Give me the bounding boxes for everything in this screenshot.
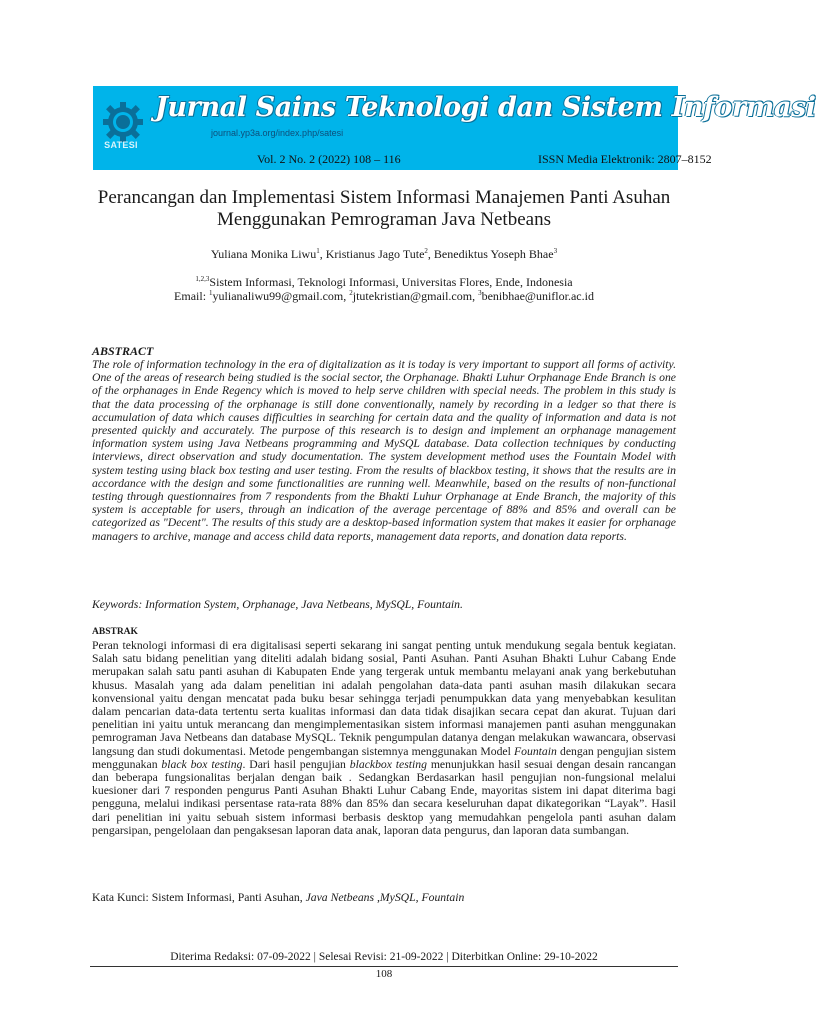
kata-kunci-label: Kata Kunci: Sistem Informasi, Panti Asuhan,	[92, 891, 306, 904]
abstract-heading: ABSTRACT	[92, 344, 154, 358]
journal-name: Jurnal Sains Teknologi dan Sistem Informasi	[155, 92, 816, 123]
author-name: Yuliana Monika Liwu	[210, 247, 317, 261]
author-name: Kristianus Jago Tute	[325, 247, 425, 261]
volume-info: Vol. 2 No. 2 (2022) 108 – 116	[257, 152, 401, 166]
title-line-1: Perancangan dan Implementasi Sistem Informasi Manajemen Panti Asuhan	[97, 187, 671, 208]
abstrak-text: . Dari hasil pengujian	[242, 757, 350, 771]
abstrak-emphasis: black box testing	[161, 757, 243, 771]
kata-kunci-emphasis: Java Netbeans ,MySQL, Fountain	[305, 891, 465, 904]
affiliation-block	[90, 275, 678, 303]
abstrak-indonesian	[92, 639, 676, 837]
logo-text: SATESI	[104, 140, 138, 150]
issn-info: ISSN Media Elektronik: 2807–8152	[538, 152, 712, 166]
kata-kunci	[92, 891, 676, 904]
email-sup: 1	[209, 289, 213, 297]
footer-dates: Diterima Redaksi: 07-09-2022 | Selesai Revisi: 21-09-2022 | Diterbitkan Online: 29-10-2022	[170, 951, 598, 963]
author-sup: 1	[316, 247, 320, 255]
author-list: Yuliana Monika Liwu$^1$, Kristianus Jago Tute$^2$, Benediktus Yoseph Bhae$^3$	[210, 247, 558, 261]
title-line-2: Menggunakan Pemrograman Java Netbeans	[217, 209, 551, 230]
abstract-english: The role of information technology in the era of digitalization as it is today is very important to support all forms of activity. One of the areas of research being studied is the social sector, the Orphanage. Bhakti Luhur Orphanage Ende Branch is one of the orphanages in Ende Regency which is moved to help serve children with special needs. The problem in this study is that the data processing of the orphanage is still done conventionally, namely by recording in a ledger so that there is accumulation of data which causes difficulties in searching for certain data and the quality of information and data is not presented quickly and accurately. The purpose of this research is to design and implement an orphanage management information system using Java Netbeans programming and MySQL database. Data collection techniques by conducting interviews, direct observation and study documentation. The system development method uses the Fountain Model with system testing using black box testing and user testing. From the results of blackbox testing, it shows that the results are in accordance with the design and some functionalities are running well. Meanwhile, based on the results of non-functional testing through questionnaires from 7 respondents from the Bhakti Luhur Orphanage at Ende Branch, the majority of this system is acceptable for users, through an indication of the average percentage of 88% and 85% and overall can be categorized as "Decent". The results of this study are a desktop-based information system that makes it easier for orphanage managers to archive, manage and access child data reports, management data reports, and donation data reports.	[92, 358, 676, 543]
abstrak-heading: ABSTRAK	[92, 627, 138, 637]
keywords: Keywords: Information System, Orphanage, Java Netbeans, MySQL, Fountain.	[92, 598, 463, 611]
email-link[interactable]: jtutekristian@gmail.com	[352, 289, 473, 303]
author-sup: 3	[553, 247, 558, 255]
author-name: Benediktus Yoseph Bhae	[433, 247, 554, 261]
email-sup: 3	[478, 289, 482, 297]
abstrak-emphasis: Fountain	[514, 744, 557, 758]
email-link[interactable]: yulianaliwu99@gmail.com	[212, 289, 344, 303]
email-link[interactable]: benibhae@uniflor.ac.id	[481, 289, 594, 303]
email-sup: 2	[349, 289, 353, 297]
affiliation-text: Sistem Informasi, Teknologi Informasi, Universitas Flores, Ende, Indonesia	[209, 275, 573, 289]
page-number: 108	[375, 968, 393, 980]
abstrak-emphasis: blackbox testing	[349, 757, 427, 771]
abstrak-text: menunjukkan hasil sesuai dengan desain rancangan dan beberapa fungsionalitas berjalan dengan baik . Sedangkan Berdasarkan hasil pengujian non-fungsional melalui kuesioner dari 7 responden pengurus Panti Asuhan Bhakti Luhur Cabang Ende, mayoritas sistem ini dapat diterima bagi pengguna, melalui indikasi persentase rata-rata 88% dan 85% dan secara keseluruhan dapat dikategorikan “Layak”. Hasil dari penelitian ini yaitu sebuah sistem informasi berbasis desktop yang memudahkan pengelola panti asuhan dalam pengarsipan, pengelolaan dan pengaksesan laporan data anak, laporan data pengurus, dan laporan data sumbangan.	[92, 757, 676, 837]
abstrak-text: dengan pengujian sistem menggunakan	[92, 744, 676, 771]
footer-divider	[90, 966, 678, 967]
paper-title	[90, 187, 678, 231]
journal-url[interactable]: journal.yp3a.org/index.php/satesi	[211, 128, 344, 138]
email-line: Email: $^1$yulianaliwu99@gmail.com, $^2$jtutekristian@gmail.com, $^3$benibhae@uniflor.ac.id	[174, 289, 594, 303]
affiliation-sup: 1,2,3	[195, 275, 210, 283]
email-label: Email:	[174, 289, 210, 303]
affiliation	[90, 275, 678, 289]
abstrak-text: Peran teknologi informasi di era digitalisasi seperti sekarang ini sangat penting untuk mendukung segala bentuk kegiatan. Salah satu bidang penelitian yang diteliti adalah bidang sosial, Panti Asuhan. Panti Asuhan Bhakti Luhur Cabang Ende merupakan salah satu panti asuhan di Kabupaten Ende yang tergerak untuk membantu melayani anak yang berkebutuhan khusus. Masalah yang ada dalam penelitian ini adalah pengolahan data-data panti asuhan masih dilakukan secara konvensional yaitu dengan mencatat pada buku besar sehingga terjadi penumpukkan data yang menyebabkan kesulitan dalam pencarian data-data tertentu serta kualitas informasi dan data tidak disajikan secara cepat dan akurat. Tujuan dari penelitian ini yaitu untuk merancang dan mengimplementasikan sistem informasi manajemen panti asuhan menggunakan pemrograman Java Netbeans dan database MySQL. Teknik pengumpulan datanya dengan melakukan wawancara, observasi langsung dan studi dokumentasi. Metode pengembangan sistemnya menggunakan Model	[92, 639, 676, 758]
author-sup: 2	[424, 247, 428, 255]
journal-banner	[93, 86, 816, 170]
